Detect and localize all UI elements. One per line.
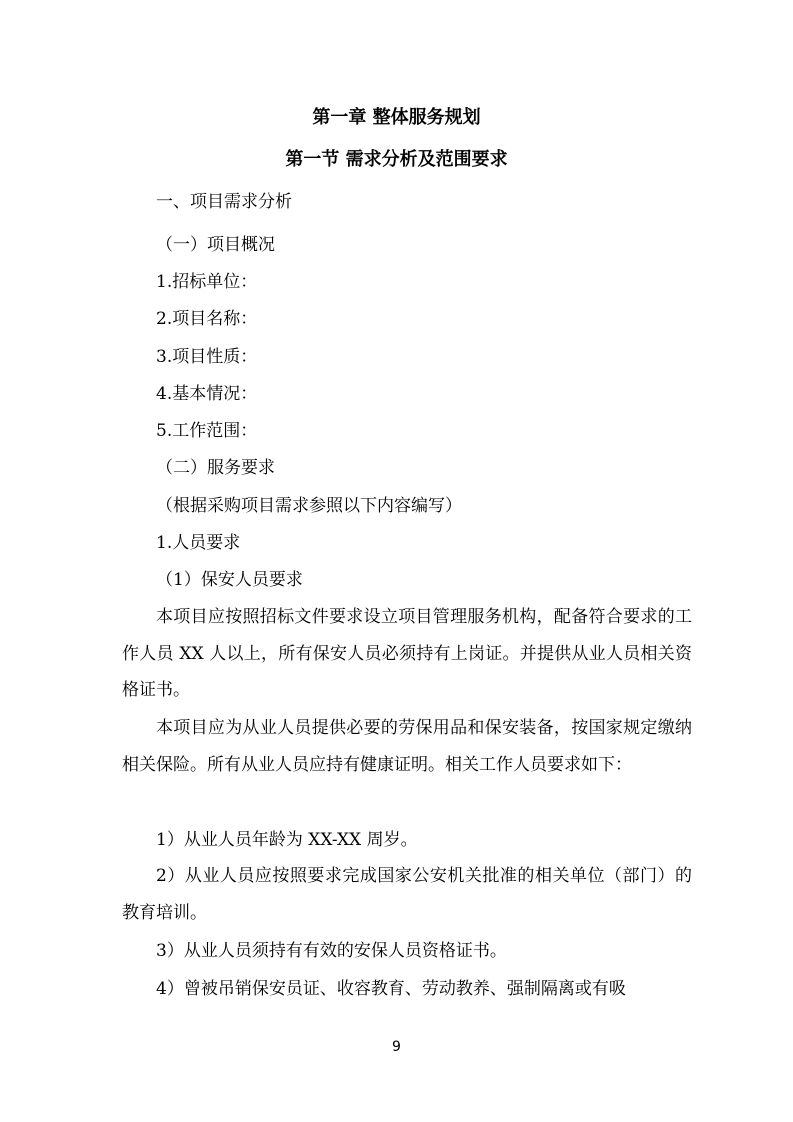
writing-note: （根据采购项目需求参照以下内容编写） xyxy=(156,496,462,516)
subheading-security-staff: （1）保安人员要求 xyxy=(156,570,303,590)
section-title: 第一节 需求分析及范围要求 xyxy=(285,149,508,170)
paragraph-staffing: 本项目应按照招标文件要求设立项目管理服务机构，配备符合要求的工作人员 XX 人以上，所有保安人员必须持有上岗证。并提供从业人员相关资格证书。 xyxy=(122,607,692,701)
list-item-work-scope: 5.工作范围： xyxy=(156,421,258,441)
list-item-project-nature: 3.项目性质： xyxy=(156,347,258,367)
subheading-service-requirements: （二）服务要求 xyxy=(156,458,275,478)
paragraph-equipment: 本项目应为从业人员提供必要的劳保用品和保安装备，按国家规定缴纳相关保险。所有从业人员应持有健康证明。相关工作人员要求如下： xyxy=(122,718,692,775)
subheading-project-overview: （一）项目概况 xyxy=(156,235,275,255)
list-item-basic-info: 4.基本情况： xyxy=(156,384,258,404)
requirement-record: 4）曾被吊销保安员证、收容教育、劳动教养、强制隔离或有吸 xyxy=(156,979,626,999)
requirement-age: 1）从业人员年龄为 XX-XX 周岁。 xyxy=(156,830,418,850)
requirement-certificate: 3）从业人员须持有有效的安保人员资格证书。 xyxy=(156,941,507,961)
list-item-project-name: 2.项目名称： xyxy=(156,309,258,329)
heading-project-analysis: 一、项目需求分析 xyxy=(156,192,292,212)
page-number: 9 xyxy=(392,1039,401,1055)
list-item-personnel: 1.人员要求 xyxy=(156,533,241,553)
requirement-training: 2）从业人员应按照要求完成国家公安机关批准的相关单位（部门）的教育培训。 xyxy=(122,866,692,923)
chapter-title: 第一章 整体服务规划 xyxy=(312,107,481,128)
list-item-bidder: 1.招标单位： xyxy=(156,272,258,292)
